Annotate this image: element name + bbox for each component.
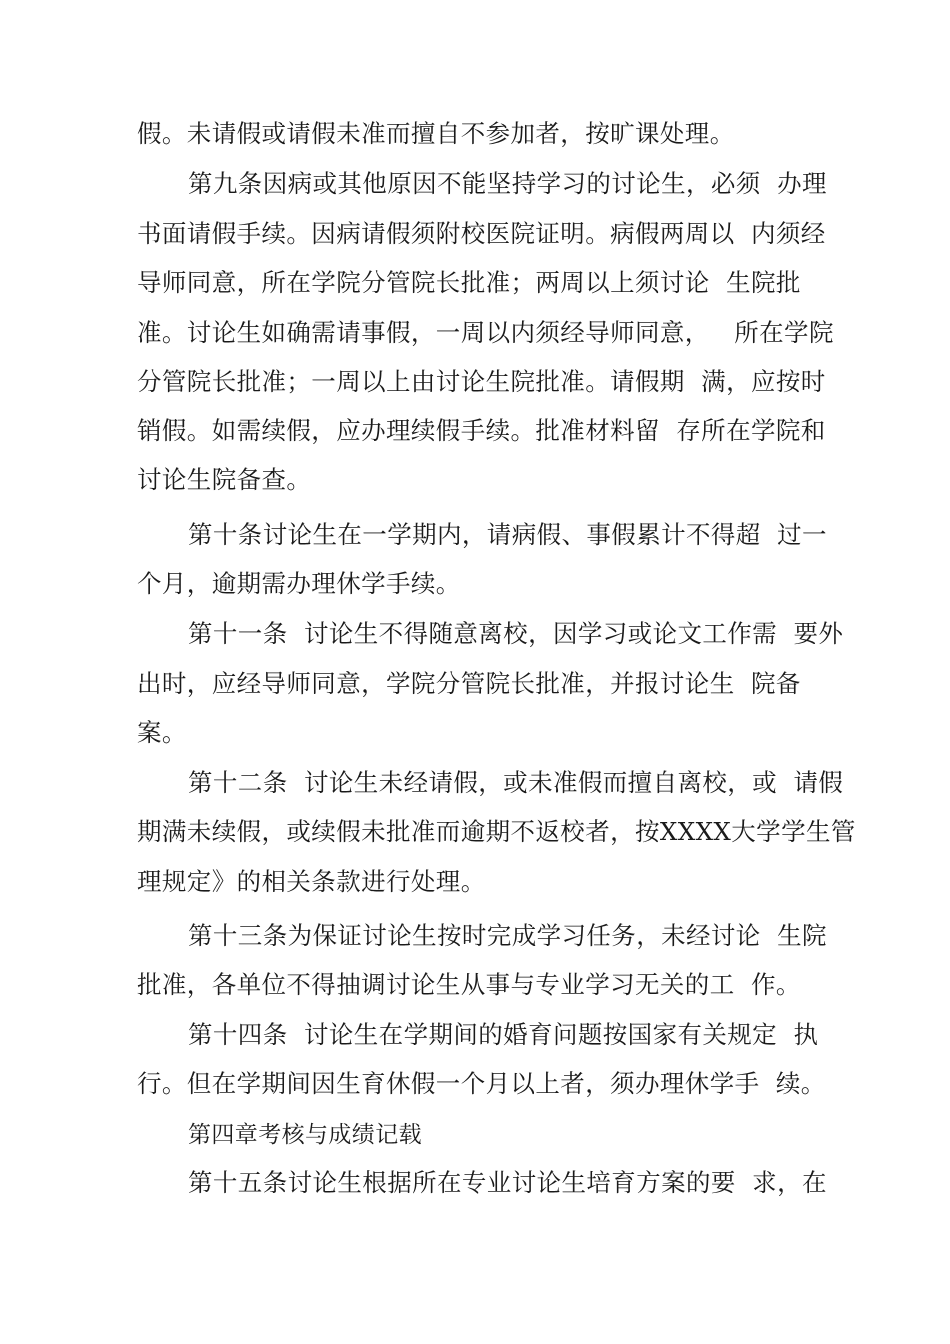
article-10-line-2: 个月，逾期需办理休学手续。 bbox=[137, 569, 461, 598]
article-11-line-1: 第十一条 讨论生不得随意离校，因学习或论文工作需 要外 bbox=[188, 619, 844, 648]
chapter-4-heading: 第四章考核与成绩记载 bbox=[188, 1122, 422, 1148]
article-9-line-4: 准。讨论生如确需请事假，一周以内须经导师同意， 所在学院 bbox=[137, 318, 834, 347]
article-9-line-2: 书面请假手续。因病请假须附校医院证明。病假两周以 内须经 bbox=[137, 219, 826, 248]
article-13-line-2: 批准，各单位不得抽调讨论生从事与专业学习无关的工 作。 bbox=[137, 970, 801, 999]
article-9-line-6: 销假。如需续假，应办理续假手续。批准材料留 存所在学院和 bbox=[137, 416, 826, 445]
article-9-line-5: 分管院长批准；一周以上由讨论生院批准。请假期 满，应按时 bbox=[137, 367, 826, 396]
article-12-line-1: 第十二条 讨论生未经请假，或未准假而擅自离校，或 请假 bbox=[188, 768, 844, 797]
article-14-line-2: 行。但在学期间因生育休假一个月以上者，须办理休学手 续。 bbox=[137, 1069, 826, 1098]
article-14-line-1: 第十四条 讨论生在学期间的婚育问题按国家有关规定 执 bbox=[188, 1020, 819, 1049]
article-11-line-2: 出时，应经导师同意，学院分管院长批准，并报讨论生 院备 bbox=[137, 669, 801, 698]
article-9-line-3: 导师同意，所在学院分管院长批准；两周以上须讨论 生院批 bbox=[137, 268, 801, 297]
article-13-line-1: 第十三条为保证讨论生按时完成学习任务，未经讨论 生院 bbox=[188, 921, 827, 950]
article-12-line-2: 期满未续假，或续假未批准而逾期不返校者，按XXXX大学学生管 bbox=[137, 817, 856, 846]
article-9-line-1: 第九条因病或其他原因不能坚持学习的讨论生，必须 办理 bbox=[188, 169, 827, 198]
text-line-1: 假。未请假或请假未准而擅自不参加者，按旷课处理。 bbox=[137, 119, 735, 148]
article-12-line-3: 理规定》的相关条款进行处理。 bbox=[137, 867, 486, 896]
article-15-line-1: 第十五条讨论生根据所在专业讨论生培育方案的要 求，在 bbox=[188, 1168, 827, 1197]
article-11-line-3: 案。 bbox=[137, 718, 187, 747]
article-10-line-1: 第十条讨论生在一学期内，请病假、事假累计不得超 过一 bbox=[188, 520, 827, 549]
article-9-line-7: 讨论生院备查。 bbox=[137, 465, 312, 494]
